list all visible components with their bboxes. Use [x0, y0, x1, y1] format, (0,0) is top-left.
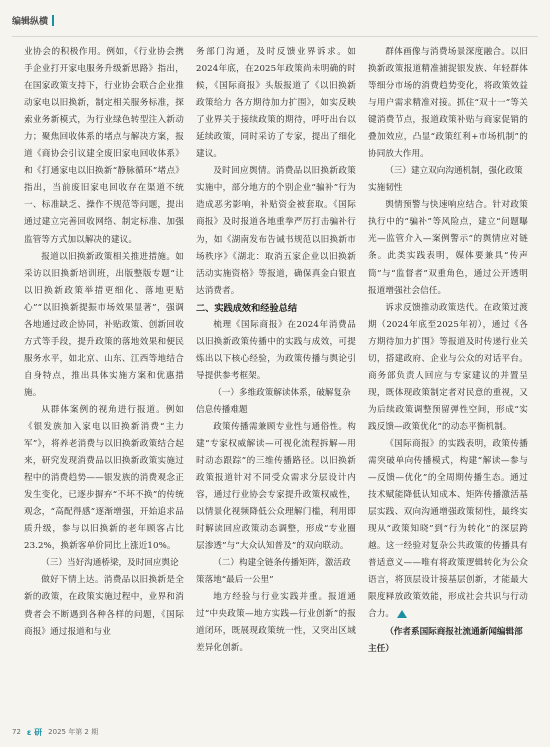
issue-label: 2025 年第 2 期 — [48, 728, 99, 736]
column-1 — [24, 44, 184, 706]
section-heading: 二、实践成效和经验总结 — [196, 302, 298, 314]
subheading: （三）当好沟通桥梁，及时回应舆论 — [41, 558, 179, 569]
paragraph: 及时回应舆情。消费品以旧换新政策实施中，部分地方的个别企业“骗补”行为造成恶劣影响，补贴资金被套取。《国际商报》及时报道各地重拳严厉打击骗补行为，如《湖南发布告诫书规范以旧换新市场秩序》《湖北：取消五家企业以旧换新活动实施资格》等报道，确保真金白银直达消费者。 — [196, 166, 356, 296]
header-divider — [12, 36, 538, 37]
author-note: （作者系国际商报社流通新闻编辑部主任） — [368, 626, 523, 654]
paragraph: 从群体案例的视角进行报道。例如《银发族加入家电以旧换新消费“主力军”》，将养老消费与以旧换新政策结合起来，研究发现消费品以旧换新政策实施过程中的消费趋势——银发族的消费观念正发生变化，已逐步摒弃“不坏不换”的传统观念，“高配得感”逐渐增强，开始追求品质升级，参与以旧换新的老年顾客占比23.2%，换新客单价同比上涨近10%。 — [24, 404, 184, 552]
paragraph: 梳理《国际商报》在2024年消费品以旧换新政策传播中的实践与成效，可提炼出以下核心经验，为政策传播与舆论引导提供参考框架。 — [196, 319, 356, 381]
end-mark-icon — [397, 610, 407, 618]
paragraph-final — [368, 436, 528, 624]
column-3 — [368, 44, 528, 706]
paragraph: 做好下情上达。消费品以旧换新是全新的政策，在政策实施过程中，业界和消费者会不断遇到各种各样的问题，《国际商报》通过报道和与业 — [24, 575, 184, 637]
paragraph: 务部门沟通，及时反馈业界诉求。如2024年底，在2025年政策尚未明确的时候，《国际商报》头版报道了《以旧换新政策给力 各方期待加力扩围》，如实反映了业界关于接续政策的期待，呼吁出台以延续政策，同时采访了专家，提出了细化建议。 — [196, 47, 356, 160]
page-header — [12, 6, 54, 34]
subheading: （二）构建全链条传播矩阵，激活政策落地“最后一公里” — [196, 558, 351, 586]
section-accent-bar — [52, 15, 54, 26]
paragraph: 诉求反馈推动政策迭代。在政策过渡期（2024年底至2025年初），通过《各方期待加力扩围》等报道及时传递行业关切，搭建政府、企业与公众的对话平台。商务部负责人回应与专家建议的并置呈现，既体现政策制定者对民意的重视，又为后续政策调整预留弹性空间，形成“实践反馈—政策优化”的动态平衡机制。 — [368, 302, 528, 432]
section-label: 编辑纵横 — [12, 16, 49, 27]
paragraph: 报道以旧换新政策相关推进措施。如采访以旧换新培训班，出版整版专题“让以旧换新政策举措更细化、落地更贴心”“以旧换新提振市场效果显著”，强调各地通过政企协同，补贴政策、创新回收方式等手段，提升政策的落地效果和便民服务水平，如北京、山东、江西等地结合自身特点，推出具体实施方案和优惠措施。 — [24, 251, 184, 398]
paragraph-text: 《国际商报》的实践表明，政策传播需突破单向传播模式，构建“解读—参与—反馈—优化”的全周期传播生态。通过技术赋能降低认知成本、矩阵传播激活基层实践、双向沟通增强政策韧性，最终实现从“政策知晓”到“行为转化”的深层跨越。这一经验对复杂公共政策的传播具有普适意义——唯有将政策逻辑转化为公众语言，将顶层设计接基层创新，才能最大限度释放政策效能，形成社会共识与行动合力。 — [368, 438, 528, 620]
column-2 — [196, 44, 356, 706]
magazine-logo: ε 研 — [26, 727, 43, 737]
article-body — [24, 44, 528, 706]
paragraph: 地方经验与行业实践并重。报道通过“中央政策—地方实践—行业创新”的报道闭环，既展现政策统一性，又突出区域差异化创新。 — [196, 592, 356, 654]
paragraph: 政策传播需兼顾专业性与通俗性。构建“专家权威解读—可视化流程拆解—用时动态跟踪”的三维传播路径。以旧换新政策报道针对不同受众需求分层设计内容，通过行业协会专家提升政策权威性，以情景化视频降低公众理解门槛，利用即时解读回应政策动态调整，形成“专业圈层渗透”与“大众认知普及”的双向联动。 — [196, 421, 356, 552]
subheading: （一）多维政策解读体系，破解复杂信息传播难题 — [196, 387, 351, 415]
page-number: 72 — [12, 728, 21, 736]
page-footer — [12, 725, 98, 739]
paragraph: 业协会的积极作用。例如，《行业协会携手企业打开家电服务升级新思路》指出，在国家政策支持下，行业协会联合企业推动家电以旧换新，制定相关服务标准，探索业务新模式，为行业绿色转型注入新动力；聚焦回收体系的堵点与解决方案，报道《商协会引议建全废旧家电回收体系》和《打通家电以旧换新“静脉循环”堵点》指出，当前废旧家电回收存在渠道不统一、标准缺乏、操作不规范等问题，提出通过建立完善回收网络、制定标准、加强监管等方式加以解决的建议。 — [24, 47, 184, 245]
paragraph: 舆情预警与快速响应结合。针对政策执行中的“骗补”等风险点，建立“问题曝光—监管介入—案例警示”的舆情应对链条。此类实践表明，媒体要兼具“传声筒”与“监督者”双重角色，通过公开透明报道增强社会信任。 — [368, 200, 528, 296]
paragraph: 群体画像与消费场景深度融合。以旧换新政策报道精准捕捉银发族、年轻群体等细分市场的消费趋势变化，将政策效益与用户需求精准对接。抓住“双十一”等关键消费节点，报道政策补贴与商家促销的叠加效应，凸显“政策红利+市场机制”的协同放大作用。 — [368, 47, 528, 160]
subheading: （三）建立双向沟通机制，强化政策实施韧性 — [368, 166, 523, 194]
